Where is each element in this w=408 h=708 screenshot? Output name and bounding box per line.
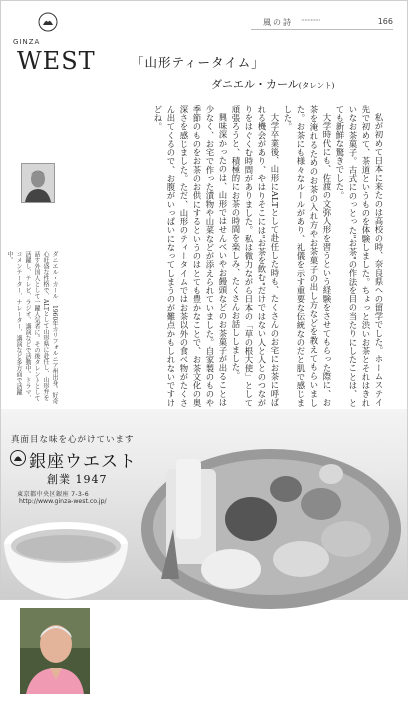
ad-brand-name: 銀座ウエスト — [29, 452, 137, 472]
essay-paragraph: 大学時代にも、佐渡の文弥人形を習うという経験をさせてもらった際に、お茶を淹れるためのお茶の入れ方やお茶菓子の出し方などを教えてもらいました。お茶にも様々なルールがあり、礼儀を示す重要な伝統なのだと肌で感じました。 — [283, 105, 332, 407]
essay-paragraph: 興味深かったのは、山形ではせんべいやお饅頭などのお茶菓子が出ることは少なく、お宅で作った漬物や山菜などが添えられていました。自家製のものや季節のものをお茶のお供にするというのはとても豊かなことで、お茶文化の奥深さを感じました。ただ、山形のティータイムではお茶以外の食べ物がたくさん出てくるので、お腹がいっぱいになってしまうのが難点かもしれないですけどね。 — [153, 105, 228, 407]
header-rule — [251, 29, 393, 30]
essay-paragraph: 私が初めて日本に来たのは高校の時、奈良県への留学でした。ホームステイ先で初めて、茶道というものを体験しました。ちょっと渋いお茶とそれはきれいなお茶菓子。古式にのっとった"お茶"の作法を目の当たりにしたことは、とても新鮮な驚きでした。 — [335, 105, 384, 407]
article-title: 「山形ティータイム」 — [131, 55, 265, 70]
essay-body — [65, 105, 385, 407]
ad-founded: 創業 1947 — [47, 473, 108, 486]
author-portrait-color-image — [20, 608, 90, 694]
author-photo-small — [21, 163, 55, 203]
ad-address: 東京都中央区銀座 7-3-6 — [17, 491, 89, 498]
ginza-west-logo — [13, 11, 96, 75]
ad-url[interactable]: http://www.ginza-west.co.jp/ — [19, 498, 107, 505]
logo-ginza-text: GINZA — [13, 38, 41, 46]
author-portrait-image — [22, 164, 54, 202]
author-photo-thumbnail — [20, 608, 90, 694]
running-head — [251, 15, 401, 31]
crest-icon — [37, 11, 59, 33]
author-role: (タレント) — [298, 81, 335, 90]
byline — [211, 76, 334, 92]
brand-crest-icon — [9, 449, 27, 467]
page-number: 166 — [377, 17, 393, 26]
logo-west-text: WEST — [17, 47, 96, 75]
leader-dots: ············ — [301, 16, 320, 25]
author-profile: ダニエル・カール 1960年カリフォルニア州出身。好奇心旺盛な性格で、ALTとして山形県に赴任し、山形弁を話す外国人として一躍人気者に。その後タレントとして活躍し、テレビ、ラジオ、講演などで活動中。ドラマ、コメンテーター、ナレーター、講演など多方面で活躍中。 — [6, 251, 58, 405]
ad-tagline: 真面目な味を心がけています — [11, 435, 135, 445]
advertisement — [1, 409, 407, 599]
essay-paragraph: 大学卒業後、山形にALTとして赴任した時も、たくさんのお宅にお茶に呼ばれる機会があり、やはりそこには"お茶を飲む"だけではない人と人とのつながりをはぐくむ時間がありました。私は微力ながら日本の「草の根大使」として頑張ろうと、積極的にお茶の時間を楽しみ、たくさんお話ししました。 — [231, 105, 280, 407]
series-name: 風の詩 — [263, 18, 293, 27]
author-name: ダニエル・カール — [211, 78, 299, 91]
